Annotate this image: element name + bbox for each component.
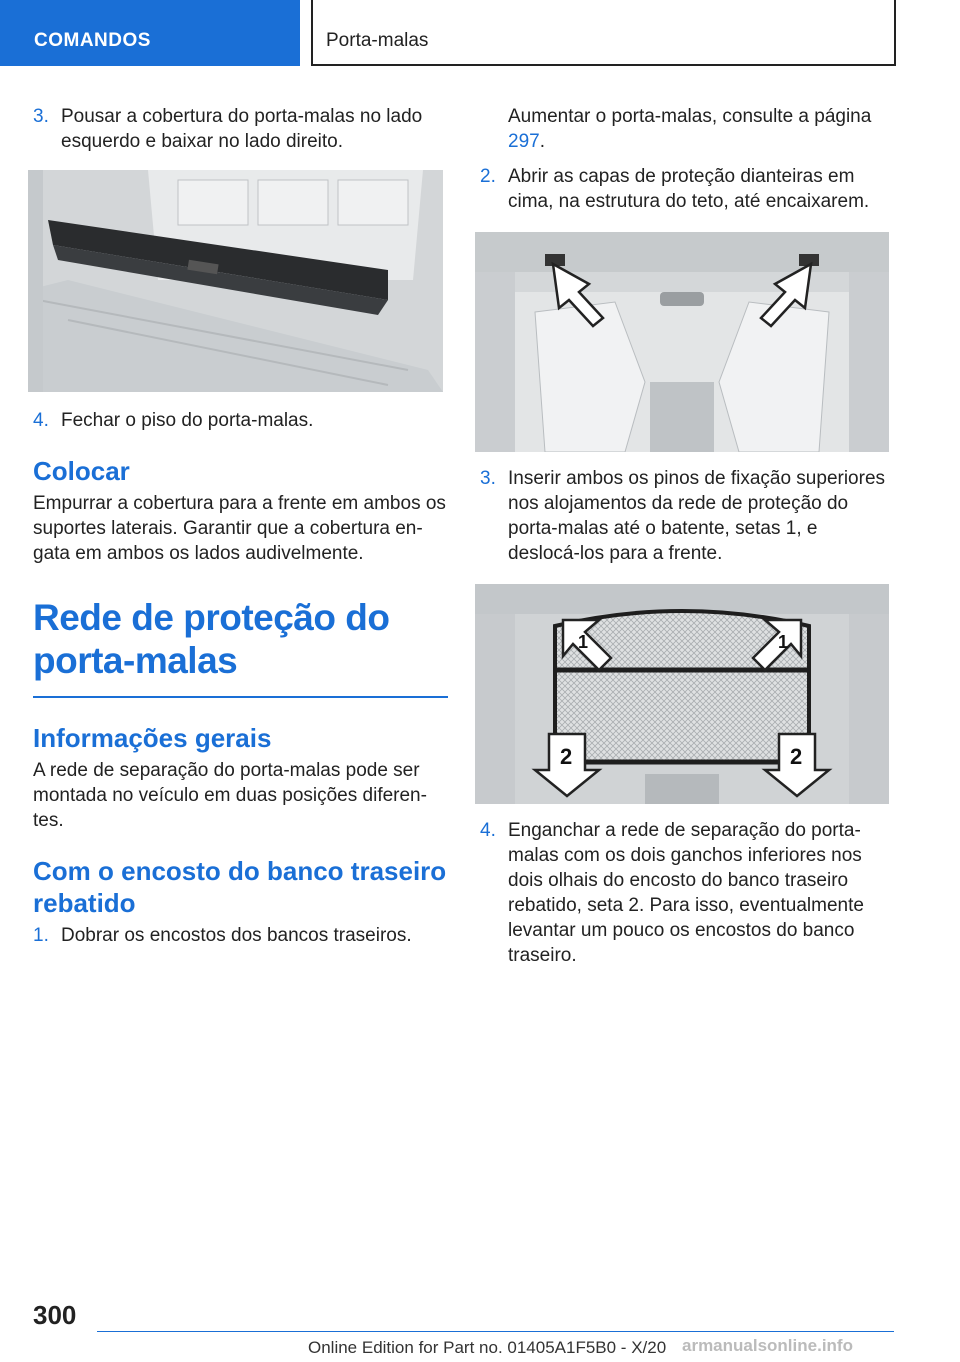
step-number: 2.	[480, 166, 496, 187]
paragraph-colocar: Empurrar a cobertura para a frente em ambos os suportes laterais. Garantir que a cobertura engata em ambos os lados audivelmente.	[33, 493, 446, 564]
heading-encosto-rebatido: Com o encosto do banco traseiro rebatido	[33, 856, 447, 918]
arrow-label-2-right: 2	[790, 744, 803, 769]
step-number: 1.	[33, 925, 49, 946]
step-1-left	[33, 923, 448, 948]
section-label: COMANDOS	[34, 30, 151, 51]
chapter-header	[311, 0, 896, 66]
section-divider	[33, 696, 448, 698]
heading-informacoes-gerais: Informações gerais	[33, 723, 272, 753]
step-text: Abrir as capas de proteção dianteiras em cima, na estrutura do teto, até encaixarem.	[508, 166, 870, 212]
step-text: Pousar a cobertura do porta-malas no lado esquerdo e baixar no lado direito.	[61, 106, 423, 152]
section-tab	[0, 0, 300, 66]
step-number: 3.	[33, 106, 49, 127]
trunk-cover-illustration	[28, 170, 443, 392]
trunk-cover-photo	[28, 170, 443, 392]
net-installation-illustration	[475, 584, 889, 804]
net-installation-photo	[475, 584, 889, 804]
arrow-label-2-left: 2	[560, 744, 573, 769]
step-text: Inserir ambos os pinos de fixação superiores nos alojamentos da rede de proteção do porta-malas até o batente, setas 1, e deslocá-los para a frente.	[508, 468, 886, 564]
step-text: Enganchar a rede de separação do porta-malas com os dois ganchos inferiores nos dois olhais do encosto do banco traseiro rebatido, seta 2. Para isso, eventualmente levantar um pouco os encostos do banco traseiro.	[508, 820, 864, 966]
continued-text	[480, 104, 892, 154]
arrow-label-1-right: 1	[778, 632, 789, 652]
left-column	[33, 104, 448, 948]
heading-rede-protecao: Rede de proteção do porta-malas	[33, 597, 390, 681]
step-2-right	[480, 164, 892, 214]
edition-text: Online Edition for Part no. 01405A1F5B0 - X/20	[308, 1338, 667, 1357]
paragraph-informacoes: A rede de separação do porta-malas pode ser montada no veículo em duas posições diferentes.	[33, 760, 427, 831]
roof-caps-photo	[475, 232, 889, 452]
page-number: 300	[33, 1300, 77, 1330]
step-4-right	[480, 818, 892, 968]
continued-period: .	[539, 131, 545, 152]
page-reference-link[interactable]: 297	[508, 131, 540, 152]
step-number: 3.	[480, 468, 496, 489]
watermark: armanualsonline.info	[682, 1336, 853, 1355]
continued-sentence: Aumentar o porta-malas, consulte a página	[508, 106, 872, 127]
step-4-left	[33, 408, 448, 433]
footer-divider	[97, 1331, 894, 1332]
roof-caps-illustration	[475, 232, 889, 452]
step-text: Fechar o piso do porta-malas.	[61, 410, 314, 431]
right-column	[480, 104, 892, 968]
step-number: 4.	[33, 410, 49, 431]
step-text: Dobrar os encostos dos bancos traseiros.	[61, 925, 412, 946]
arrow-label-1-left: 1	[578, 632, 589, 652]
step-3-left	[33, 104, 448, 154]
heading-colocar: Colocar	[33, 456, 130, 486]
step-3-right	[480, 466, 892, 566]
chapter-label: Porta-malas	[326, 30, 429, 51]
step-number: 4.	[480, 820, 496, 841]
